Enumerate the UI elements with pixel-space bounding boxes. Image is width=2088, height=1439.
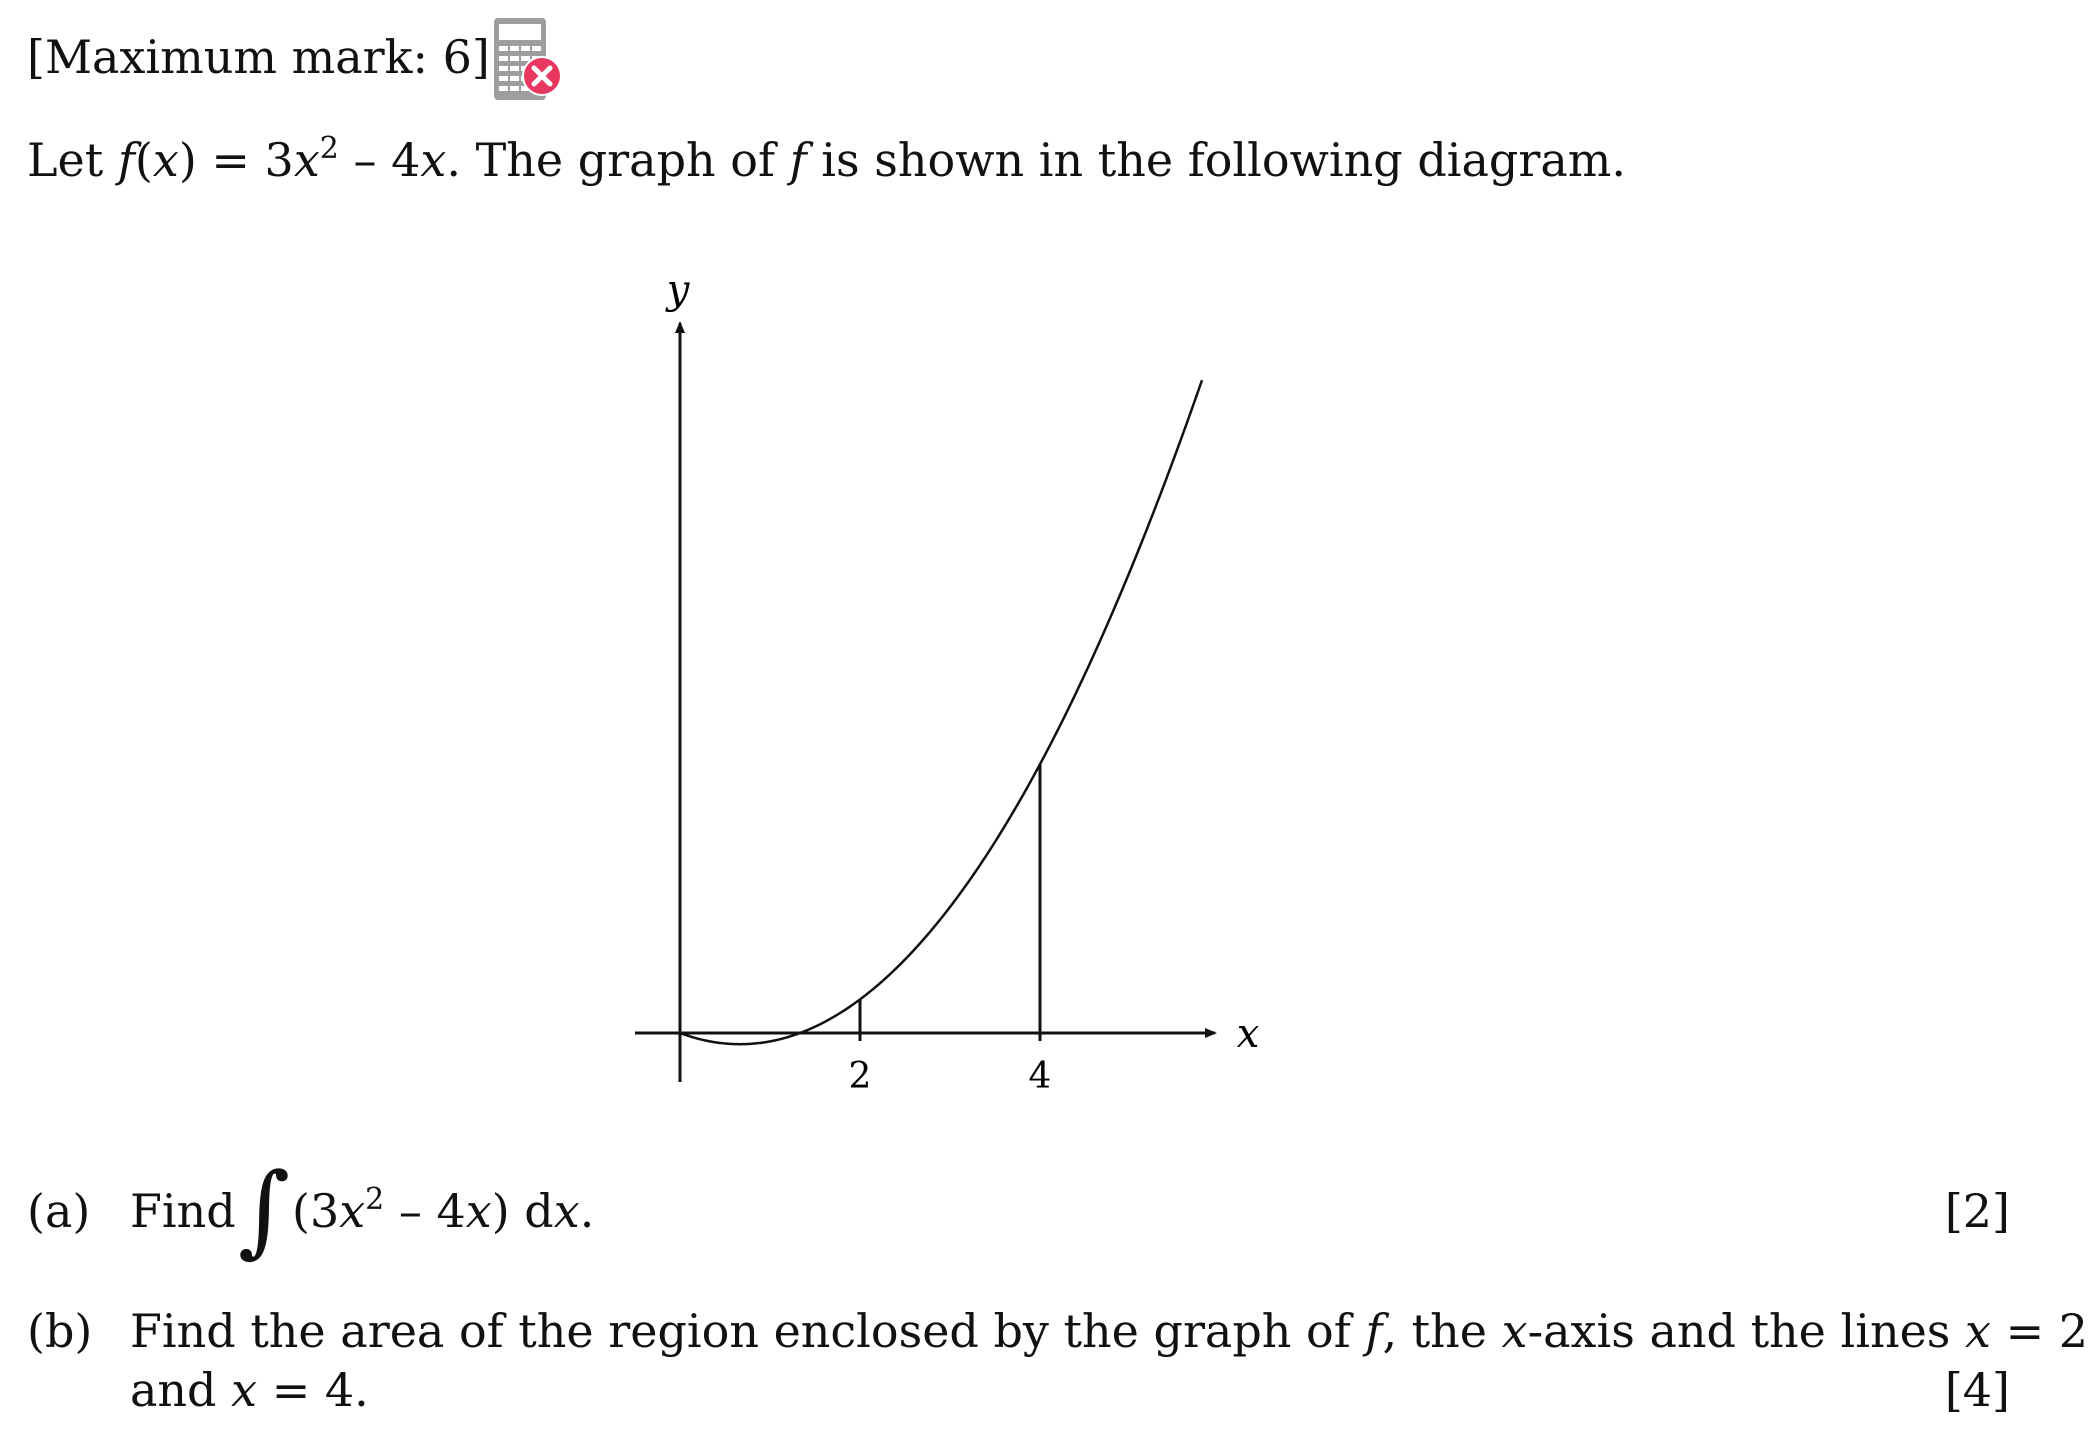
function-graph (620, 255, 1320, 1119)
expr-open: (3 (292, 1184, 340, 1238)
no-calculator-icon (492, 16, 564, 102)
intro-pre: Let (27, 133, 118, 187)
b-line1-c: -axis and the lines (1527, 1304, 1966, 1358)
b-line1-x2: x (1965, 1304, 1991, 1358)
y-axis-label: y (666, 267, 690, 313)
b-line2-x: x (231, 1363, 258, 1417)
intro-f: f (117, 133, 135, 187)
intro-f2: f (789, 133, 807, 187)
expr-mid: – 4 (384, 1184, 466, 1238)
b-line1-d: = 2 (1990, 1304, 2088, 1358)
b-line1-f: f (1365, 1304, 1383, 1358)
b-line1-a: Find the area of the region enclosed by the graph of (130, 1304, 1366, 1358)
x-tick-label-2: 2 (848, 1056, 872, 1097)
part-b-label: (b) (27, 1304, 93, 1358)
part-a-find: Find (130, 1184, 236, 1238)
intro-x2: x (293, 133, 320, 187)
integral-sign: ∫ (238, 1151, 291, 1268)
part-a-label: (a) (27, 1184, 91, 1238)
x-tick-label-4: 4 (1028, 1056, 1052, 1097)
part-b-line-1 (130, 1304, 2088, 1358)
intro-x3: x (420, 133, 447, 187)
intro-end: is shown in the following diagram. (806, 133, 1627, 187)
intro-x-close: ) = 3 (178, 133, 294, 187)
b-line2-b: = 4. (257, 1363, 369, 1417)
b-line1-b: , the (1382, 1304, 1502, 1358)
expr-x2: x (465, 1184, 492, 1238)
intro-x-open: ( (134, 133, 153, 187)
part-b-marks: [4] (1944, 1363, 2010, 1417)
expr-exponent: 2 (365, 1182, 385, 1217)
expr-end: . (579, 1184, 595, 1238)
part-b-line-2 (130, 1363, 369, 1417)
intro-rest: . The graph of (446, 133, 790, 187)
intro-x: x (152, 133, 179, 187)
intro-minus: – 4 (338, 133, 421, 187)
question-intro (27, 131, 1627, 187)
expr-close: ) d (491, 1184, 554, 1238)
part-a-expression (292, 1182, 595, 1238)
expr-dx: x (553, 1184, 580, 1238)
b-line1-x: x (1501, 1304, 1528, 1358)
b-line2-a: and (130, 1363, 232, 1417)
intro-exponent: 2 (319, 131, 339, 166)
part-a-marks: [2] (1944, 1184, 2010, 1238)
expr-x: x (339, 1184, 366, 1238)
maximum-mark-label: [Maximum mark: 6] (27, 30, 490, 84)
x-axis-label: x (1236, 1011, 1260, 1057)
function-curve (680, 380, 1202, 1044)
